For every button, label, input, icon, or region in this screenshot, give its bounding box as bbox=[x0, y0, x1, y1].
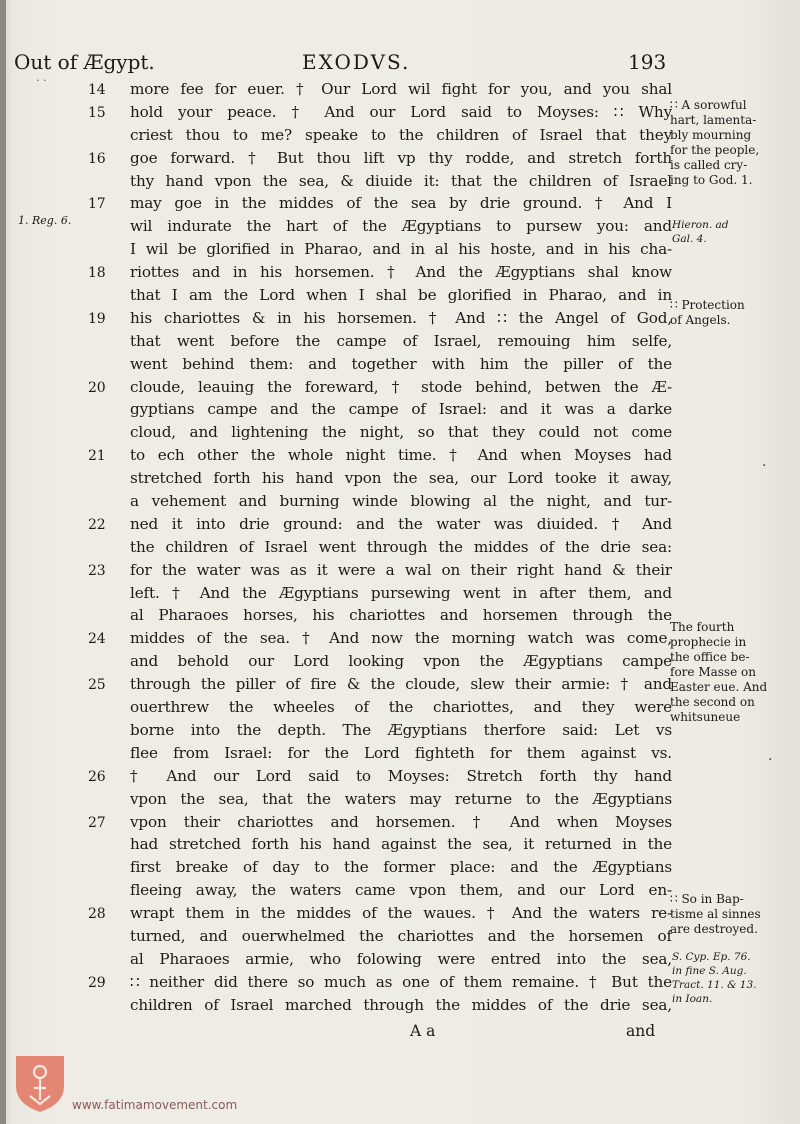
margin-note-reference-cyprian bbox=[672, 950, 756, 1006]
verse-number: 19 bbox=[88, 310, 106, 327]
running-head-left: Out of Ægypt. bbox=[14, 50, 155, 74]
text-line bbox=[88, 284, 676, 307]
header-ornament: · · bbox=[36, 74, 47, 87]
note-line: are destroyed. bbox=[670, 922, 758, 936]
verse-text: first breake of day to the former place: and the Ægyptians bbox=[130, 858, 672, 877]
verse-text: that I am the Lord when I shal be glorified in Pharao, and in bbox=[130, 286, 672, 305]
text-line bbox=[88, 261, 676, 284]
catchword: and bbox=[626, 1022, 656, 1040]
text-line bbox=[88, 627, 676, 650]
verse-text: ∷ neither did there so much as one of them remaine. † But the bbox=[130, 972, 672, 991]
text-line bbox=[88, 444, 676, 467]
verse-number: 25 bbox=[88, 677, 106, 694]
fatima-movement-logo-icon bbox=[12, 1052, 68, 1114]
text-line bbox=[88, 467, 676, 490]
verse-text: ned it into drie ground: and the water was diuided. † And bbox=[130, 514, 672, 533]
verse-text: through the piller of fire & the cloude, slew their armie: † and bbox=[130, 675, 672, 694]
text-line bbox=[88, 833, 676, 856]
verse-text: wil indurate the hart of the Ægyptians to pursew you: and bbox=[130, 217, 672, 236]
note-line: in Ioan. bbox=[672, 993, 713, 1005]
text-line bbox=[88, 215, 676, 238]
text-line bbox=[88, 170, 676, 193]
note-line: The fourth bbox=[670, 620, 735, 634]
running-head bbox=[14, 50, 667, 87]
verse-text: wrapt them in the middes of the waues. † And the waters re- bbox=[130, 904, 672, 923]
text-line bbox=[88, 101, 676, 124]
verse-text: went behind them: and together with him the piller of the bbox=[130, 354, 672, 373]
verse-text: a vehement and burning winde blowing al the night, and tur- bbox=[130, 492, 672, 511]
text-line bbox=[88, 192, 676, 215]
text-line bbox=[88, 353, 676, 376]
note-line: for the people, bbox=[670, 143, 760, 157]
text-line bbox=[88, 971, 676, 994]
text-line bbox=[88, 788, 676, 811]
margin-note-baptisme bbox=[670, 892, 761, 937]
verse-number: 28 bbox=[88, 906, 106, 923]
margin-note-protection-of-angels bbox=[670, 298, 745, 328]
verse-text: al Pharaoes horses, his chariottes and horsemen through the bbox=[130, 606, 672, 625]
verse-text: hold your peace. † And our Lord said to Moyses: ∷ Why bbox=[130, 102, 672, 121]
verse-number: 22 bbox=[88, 516, 106, 533]
verse-number: 29 bbox=[88, 974, 106, 991]
note-line: prophecie in bbox=[670, 635, 747, 649]
note-line: Easter eue. And bbox=[670, 680, 768, 694]
verse-text: riottes and in his horsemen. † And the Ægyptians shal know bbox=[130, 263, 672, 282]
verse-number: 24 bbox=[88, 631, 106, 648]
verse-text: the children of Israel went through the middes of the drie sea: bbox=[130, 537, 672, 556]
scripture-text-block bbox=[88, 78, 676, 1017]
text-line bbox=[88, 330, 676, 353]
text-line bbox=[88, 421, 676, 444]
note-line: bly mourning bbox=[670, 128, 752, 142]
margin-note-reference-hieron: Hieron. ad Gal. 4. bbox=[672, 219, 729, 245]
text-line bbox=[88, 650, 676, 673]
text-line bbox=[88, 902, 676, 925]
verse-number: 18 bbox=[88, 265, 106, 282]
verse-text: flee from Israel: for the Lord fighteth for them against vs. bbox=[130, 743, 672, 762]
text-line bbox=[88, 536, 676, 559]
text-line bbox=[88, 513, 676, 536]
text-line bbox=[88, 856, 676, 879]
note-line: tisme al sinnes bbox=[670, 907, 761, 921]
verse-text: turned, and ouerwhelmed the chariottes and the horsemen of bbox=[130, 926, 672, 945]
signature-mark: A a bbox=[410, 1022, 436, 1040]
text-line bbox=[88, 811, 676, 834]
verse-text: goe forward. † But thou lift vp thy rodde, and stretch forth bbox=[130, 148, 672, 167]
page-number: 193 bbox=[628, 50, 667, 74]
verse-text: left. † And the Ægyptians pursewing went in after them, and bbox=[130, 583, 672, 602]
verse-text: cloud, and lightening the night, so that they could not come bbox=[130, 423, 672, 442]
verse-text: more fee for euer. † Our Lord wil fight for you, and you shal bbox=[130, 80, 672, 98]
verse-number: 17 bbox=[88, 196, 106, 213]
note-line: fore Masse on bbox=[670, 665, 756, 679]
speck-mark: · bbox=[762, 458, 767, 474]
verse-text: † And our Lord said to Moyses: Stretch forth thy hand bbox=[130, 766, 672, 785]
text-line bbox=[88, 490, 676, 513]
note-line: S. Cyp. Ep. 76. bbox=[672, 951, 751, 963]
verse-text: children of Israel marched through the middes of the drie sea, bbox=[130, 995, 672, 1014]
note-line: ∷ So in Bap- bbox=[670, 892, 744, 906]
note-line: of Angels. bbox=[670, 313, 731, 327]
verse-number: 26 bbox=[88, 768, 106, 785]
watermark-url: www.fatimamovement.com bbox=[72, 1098, 238, 1112]
verse-text: gyptians campe and the campe of Israel: and it was a darke bbox=[130, 400, 672, 419]
verse-number: 23 bbox=[88, 562, 106, 579]
verse-text: fleeing away, the waters came vpon them, and our Lord en- bbox=[130, 881, 672, 900]
text-line bbox=[88, 238, 676, 261]
note-line: hart, lamenta- bbox=[670, 113, 757, 127]
verse-text: middes of the sea. † And now the morning watch was come, bbox=[130, 629, 672, 648]
verse-text: al Pharaoes armie, who folowing were entred into the sea, bbox=[130, 949, 672, 968]
note-line: Tract. 11. & 13. bbox=[672, 979, 757, 991]
text-line bbox=[88, 765, 676, 788]
verse-text: cloude, leauing the foreward, † stode behind, betwen the Æ- bbox=[130, 377, 672, 396]
verse-text: had stretched forth his hand against the sea, it returned in the bbox=[130, 835, 672, 854]
note-line: ∷ Protection bbox=[670, 298, 745, 312]
note-line: is called cry- bbox=[670, 158, 748, 172]
page-gutter-edge bbox=[0, 0, 6, 1124]
verse-text: his chariottes & in his horsemen. † And ∷ the Angel of God, bbox=[130, 308, 672, 327]
text-line bbox=[88, 948, 676, 971]
text-line bbox=[88, 719, 676, 742]
verse-text: ouerthrew the wheeles of the chariottes, and they were bbox=[130, 698, 672, 717]
text-line bbox=[88, 673, 676, 696]
left-margin-reference: 1. Reg. 6. bbox=[18, 214, 72, 227]
text-line bbox=[88, 604, 676, 627]
text-line bbox=[88, 925, 676, 948]
text-line bbox=[88, 559, 676, 582]
note-line: in fine S. Aug. bbox=[672, 965, 747, 977]
verse-text: vpon their chariottes and horsemen. † And when Moyses bbox=[130, 812, 672, 831]
text-line bbox=[88, 124, 676, 147]
running-head-title: EXODVS. bbox=[302, 50, 411, 74]
text-line bbox=[88, 147, 676, 170]
verse-text: thy hand vpon the sea, & diuide it: that the children of Israel bbox=[130, 171, 672, 190]
note-line: the second on bbox=[670, 695, 755, 709]
note-line: ing to God. 1. bbox=[670, 173, 753, 187]
verse-text: that went before the campe of Israel, remouing him selfe, bbox=[130, 331, 672, 350]
verse-text: I wil be glorified in Pharao, and in al his hoste, and in his cha- bbox=[130, 240, 672, 259]
text-line bbox=[88, 696, 676, 719]
note-line: ∷ A sorowful bbox=[670, 98, 747, 112]
text-line bbox=[88, 376, 676, 399]
text-line bbox=[88, 742, 676, 765]
verse-text: borne into the depth. The Ægyptians therfore said: Let vs bbox=[130, 720, 672, 739]
text-line bbox=[88, 994, 676, 1017]
verse-text: stretched forth his hand vpon the sea, our Lord tooke it away, bbox=[130, 469, 672, 488]
speck-mark: · bbox=[768, 752, 773, 768]
text-line bbox=[88, 582, 676, 605]
verse-number: 14 bbox=[88, 82, 106, 98]
margin-note-fourth-prophecie bbox=[670, 620, 767, 725]
verse-number: 27 bbox=[88, 814, 106, 831]
verse-text: for the water was as it were a wal on their right hand & their bbox=[130, 560, 672, 579]
text-line bbox=[88, 78, 676, 101]
verse-number: 16 bbox=[88, 150, 106, 167]
verse-text: criest thou to me? speake to the children of Israel that they bbox=[130, 125, 672, 144]
note-line: the office be- bbox=[670, 650, 750, 664]
text-line bbox=[88, 307, 676, 330]
text-line bbox=[88, 879, 676, 902]
verse-number: 21 bbox=[88, 448, 106, 465]
text-line bbox=[88, 398, 676, 421]
margin-note-sorrowful-heart bbox=[670, 98, 759, 188]
verse-number: 15 bbox=[88, 104, 106, 121]
verse-text: and behold our Lord looking vpon the Ægyptians campe bbox=[130, 652, 672, 671]
verse-text: to ech other the whole night time. † And when Moyses had bbox=[130, 446, 672, 465]
verse-text: may goe in the middes of the sea by drie ground. † And I bbox=[130, 194, 672, 213]
verse-text: vpon the sea, that the waters may returne to the Ægyptians bbox=[130, 789, 672, 808]
verse-number: 20 bbox=[88, 379, 106, 396]
note-line: whitsuneue bbox=[670, 710, 741, 724]
